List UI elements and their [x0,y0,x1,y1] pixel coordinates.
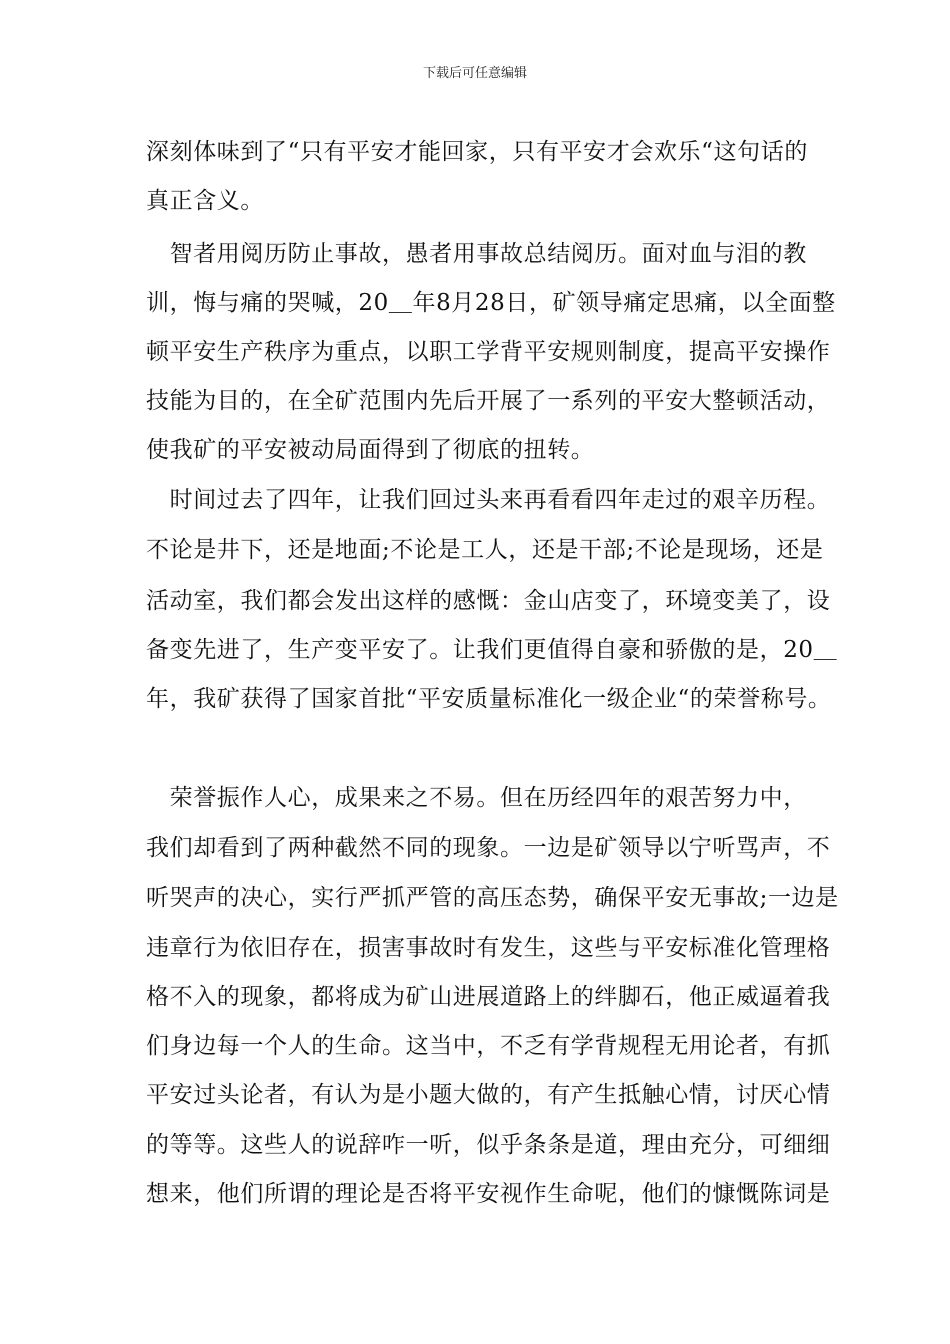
text-line: 真正含义。 [146,188,264,214]
text-line: 平安过头论者，有认为是小题大做的，有产生抵触心情，讨厌心情 [146,1082,831,1108]
text-line: 我们却看到了两种截然不同的现象。一边是矿领导以宁听骂声，不 [146,835,831,861]
text-line: 想来，他们所谓的理论是否将平安视作生命呢，他们的慷慨陈词是 [146,1181,831,1207]
page-header: 下载后可任意编辑 [422,66,527,81]
text-line: 智者用阅历防止事故，愚者用事故总结阅历。面对血与泪的教 [146,241,807,267]
text-line: 技能为目的，在全矿范围内先后开展了一系列的平安大整顿活动， [146,388,831,414]
text-line: 使我矿的平安被动局面得到了彻底的扭转。 [146,437,595,463]
text-line: 训，悔与痛的哭喊，20＿年8月28日，矿领导痛定思痛，以全面整 [146,290,836,316]
text-line: 时间过去了四年，让我们回过头来再看看四年走过的艰辛历程。 [146,487,831,513]
text-line: 听哭声的决心，实行严抓严管的高压态势，确保平安无事故;一边是 [146,885,839,911]
text-line: 的等等。这些人的说辞咋一听，似乎条条是道，理由充分，可细细 [146,1132,831,1158]
text-line: 荣誉振作人心，成果来之不易。但在历经四年的艰苦努力中， [146,785,807,811]
text-line: 格不入的现象，都将成为矿山进展道路上的绊脚石，他正威逼着我 [146,984,831,1010]
text-line: 备变先进了，生产变平安了。让我们更值得自豪和骄傲的是，20＿ [146,637,838,663]
text-line: 们身边每一个人的生命。这当中，不乏有学背规程无用论者，有抓 [146,1033,831,1059]
text-line: 活动室，我们都会发出这样的感慨：金山店变了，环境变美了，设 [146,588,831,614]
text-line: 顿平安生产秩序为重点，以职工学背平安规则制度，提高平安操作 [146,339,831,365]
text-line: 违章行为依旧存在，损害事故时有发生，这些与平安标准化管理格 [146,935,831,961]
text-line: 不论是井下，还是地面;不论是工人，还是干部;不论是现场，还是 [146,537,824,563]
text-line: 年，我矿获得了国家首批“平安质量标准化一级企业“的荣誉称号。 [146,686,832,712]
text-line: 深刻体味到了“只有平安才能回家，只有平安才会欢乐“这句话的 [146,139,808,165]
